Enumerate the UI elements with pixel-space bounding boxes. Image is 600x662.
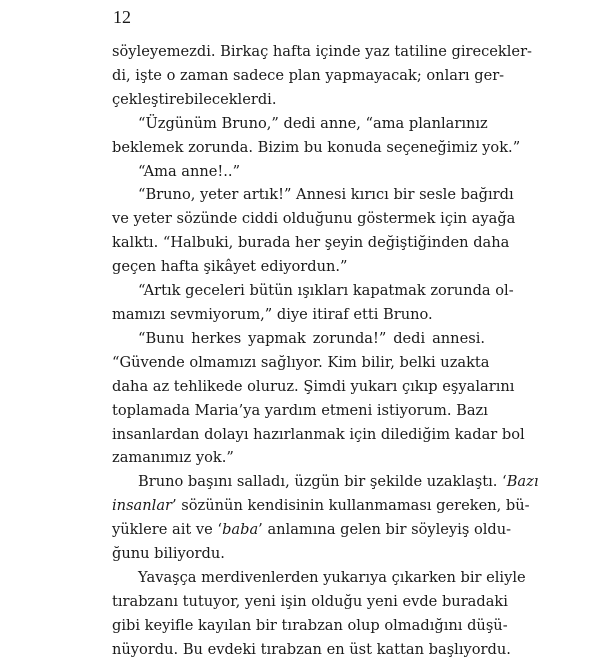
paragraph [112,470,539,566]
text-line: Yavaşça merdivenlerden yukarıya çıkarken bir eliyle [138,568,526,586]
italic-phrase: baba [222,521,259,539]
text-line: zamanımız yok.” [112,449,234,467]
page-number: 12 [113,7,131,27]
text-line: “Bruno, yeter artık!” Annesi kırıcı bir sesle bağırdı [138,186,514,204]
italic-phrase: insanlar [112,497,172,515]
paragraph [112,40,532,112]
text-line: ğunu biliyordu. [112,545,225,563]
text-line: tırabzanı tutuyor, yeni işin olduğu yeni evde buradaki [112,592,508,610]
text-line: nüyordu. Bu evdeki tırabzan en üst kattan başlıyordu. [112,640,511,658]
text-line: geçen hafta şikâyet ediyordun.” [112,258,348,276]
text-line: kalktı. “Halbuki, burada her şeyin değiştiğinden daha [112,234,510,252]
text-line: yüklere ait ve ‘baba’ anlamına gelen bir söyleyiş oldu- [112,521,512,539]
text-line: ve yeter sözünde ciddi olduğunu göstermek için ayağa [112,210,516,228]
paragraph [112,183,516,279]
text-line: “Güvende olmamızı sağlıyor. Kim bilir, belki uzakta [112,353,490,371]
text-line: “Üzgünüm Bruno,” dedi anne, “ama planlarınız [138,114,488,132]
paragraph [112,279,514,327]
text-line: toplamada Maria’ya yardım etmeni istiyorum. Bazı [112,401,488,419]
paragraph [112,327,525,470]
text-line: insanlar’ sözünün kendisinin kullanmaması gereken, bü- [112,497,530,515]
text-line: çekleştirebileceklerdi. [112,90,277,108]
paragraph [112,160,485,184]
paragraph [112,566,526,662]
text-line: gibi keyifle kayılan bir tırabzan olup olmadığını düşü- [112,616,508,634]
text-line: “Bunu herkes yapmak zorunda!” dedi annesi. [138,329,485,347]
text-line: söyleyemezdi. Birkaç hafta içinde yaz tatiline girecekler- [112,43,532,60]
italic-phrase: Bazı [506,473,539,491]
text-line: “Ama anne!..” [138,162,241,180]
text-line: beklemek zorunda. Bizim bu konuda seçeneğimiz yok.” [112,138,521,156]
text-line: “Artık geceleri bütün ışıkları kapatmak zorunda ol- [138,282,514,300]
text-line: daha az tehlikede oluruz. Şimdi yukarı çıkıp eşyalarını [112,377,515,395]
text-line: mamızı sevmiyorum,” diye itiraf etti Bruno. [112,305,433,323]
body-text [112,40,539,662]
text-line: Bruno başını salladı, üzgün bir şekilde uzaklaştı. ‘Bazı [138,473,539,491]
paragraph [112,112,521,160]
text-line: di, işte o zaman sadece plan yapmayacak; onları ger- [112,66,505,84]
text-line: insanlardan dolayı hazırlanmak için dilediğim kadar bol [112,425,525,443]
